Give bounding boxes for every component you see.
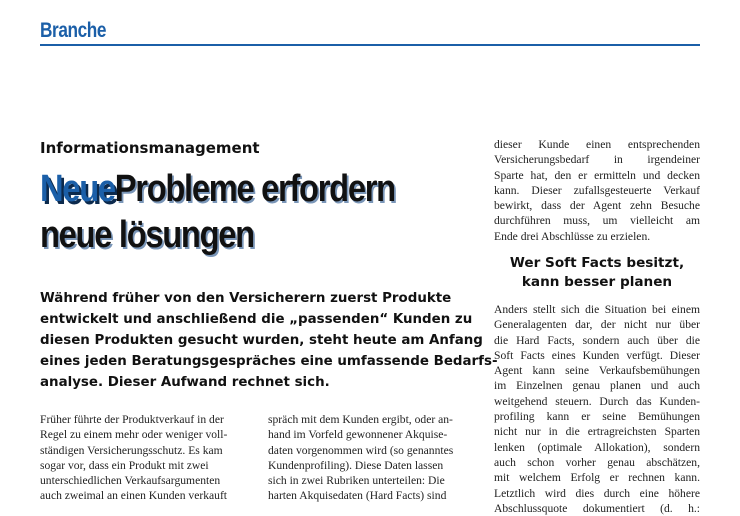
body-line: Agent kann seine Verkaufsbemühungen xyxy=(494,364,700,378)
body-line: Versicherungsbedarf in irgendeiner xyxy=(494,153,700,167)
body-line: Sparte hat, den er ermitteln und decken xyxy=(494,168,700,182)
body-line: Regel zu einem mehr oder weniger voll- xyxy=(40,428,228,442)
body-line: ständigen Versicherungsschutz. Es kam xyxy=(40,443,223,457)
headline-line-2: neue lösungen xyxy=(40,214,254,256)
body-column-3 xyxy=(494,137,700,244)
body-line: bewirkt, dass der Agent zehn Besuche xyxy=(494,199,700,213)
subheading-line: kann besser planen xyxy=(521,274,673,290)
body-line: weitgehend steuern. Durch das Kunden- xyxy=(494,394,700,408)
article-headline xyxy=(40,166,480,258)
headline-line-1-rest: Probleme erfordern xyxy=(114,168,395,210)
headline-word-blue: Neue xyxy=(40,168,115,210)
body-line: hand im Vorfeld gewonnener Akquise- xyxy=(268,428,448,442)
article-category: Informationsmanagement xyxy=(40,139,260,157)
body-line: spräch mit dem Kunden ergibt, oder an- xyxy=(268,413,453,426)
body-line: sich in zwei Rubriken unterteilen: Die xyxy=(268,474,445,488)
body-line: unterschiedlichen Verkaufsargumenten xyxy=(40,474,221,488)
subheading-line: Wer Soft Facts besitzt, xyxy=(509,255,685,271)
body-line: mit welchem Erfolg er rechnen kann. xyxy=(494,471,700,485)
body-line: Abschlussquote dokumentiert (d. h.: xyxy=(494,501,700,515)
body-line: sogar vor, dass ein Produkt mit zwei xyxy=(40,458,209,472)
column-subheading xyxy=(494,254,700,292)
lead-line: analyse. Dieser Aufwand rechnet sich. xyxy=(40,375,330,390)
lead-line: Während früher von den Versicherern zuerst Produkte xyxy=(40,291,452,306)
section-header xyxy=(40,18,700,46)
body-line: lenken (optimale Allokation), sondern xyxy=(494,440,700,454)
body-line: auch zweimal an einen Kunden verkauft xyxy=(40,489,228,503)
body-line: kann. Dieser zufallsgesteuerte Verkauf xyxy=(494,183,700,197)
section-title: Branche xyxy=(40,19,107,42)
body-line: Soft Facts eines Kunden verfügt. Dieser xyxy=(494,348,700,362)
body-line: nicht nur in die ertragreichsten Sparten xyxy=(494,425,700,439)
body-line: auch schon vorher genau abschätzen, xyxy=(494,455,700,469)
lead-line: entwickelt und anschließend die „passenden“ Kunden zu xyxy=(40,312,473,327)
body-line: die Hard Facts, sondern auch über die xyxy=(494,333,700,347)
body-line: Kundenprofiling). Diese Daten lassen xyxy=(268,458,444,472)
body-line: Letztlich wird dies durch eine höhere xyxy=(494,486,700,500)
body-column-2 xyxy=(268,412,474,504)
body-line: dieser Kunde einen entsprechenden xyxy=(494,138,700,151)
body-line: daten vorgenommen wird (so genanntes xyxy=(268,443,454,457)
body-line: Anders stellt sich die Situation bei einem xyxy=(494,303,700,316)
body-column-4 xyxy=(494,302,700,516)
body-line: Früher führte der Produktverkauf in der xyxy=(40,413,224,426)
body-line: durchführen muss, um vielleicht am xyxy=(494,214,700,228)
body-column-1 xyxy=(40,412,248,504)
lead-line: diesen Produkten gesucht wurden, steht heute am Anfang xyxy=(40,333,483,348)
body-line: Ende drei Abschlüsse zu erzielen. xyxy=(494,229,651,243)
body-line: profiling kann er seine Bemühungen xyxy=(494,410,700,424)
body-line: Generalagenten dar, der nicht nur über xyxy=(494,318,700,332)
lead-line: eines jeden Beratungsgespräches eine umfassende Bedarfs- xyxy=(40,354,498,369)
article-lead xyxy=(40,288,498,393)
headline-line-1 xyxy=(40,166,418,212)
body-line: harten Akquisedaten (Hard Facts) sind xyxy=(268,489,447,503)
body-line: im Einzelnen genau planen und auch xyxy=(494,379,700,393)
